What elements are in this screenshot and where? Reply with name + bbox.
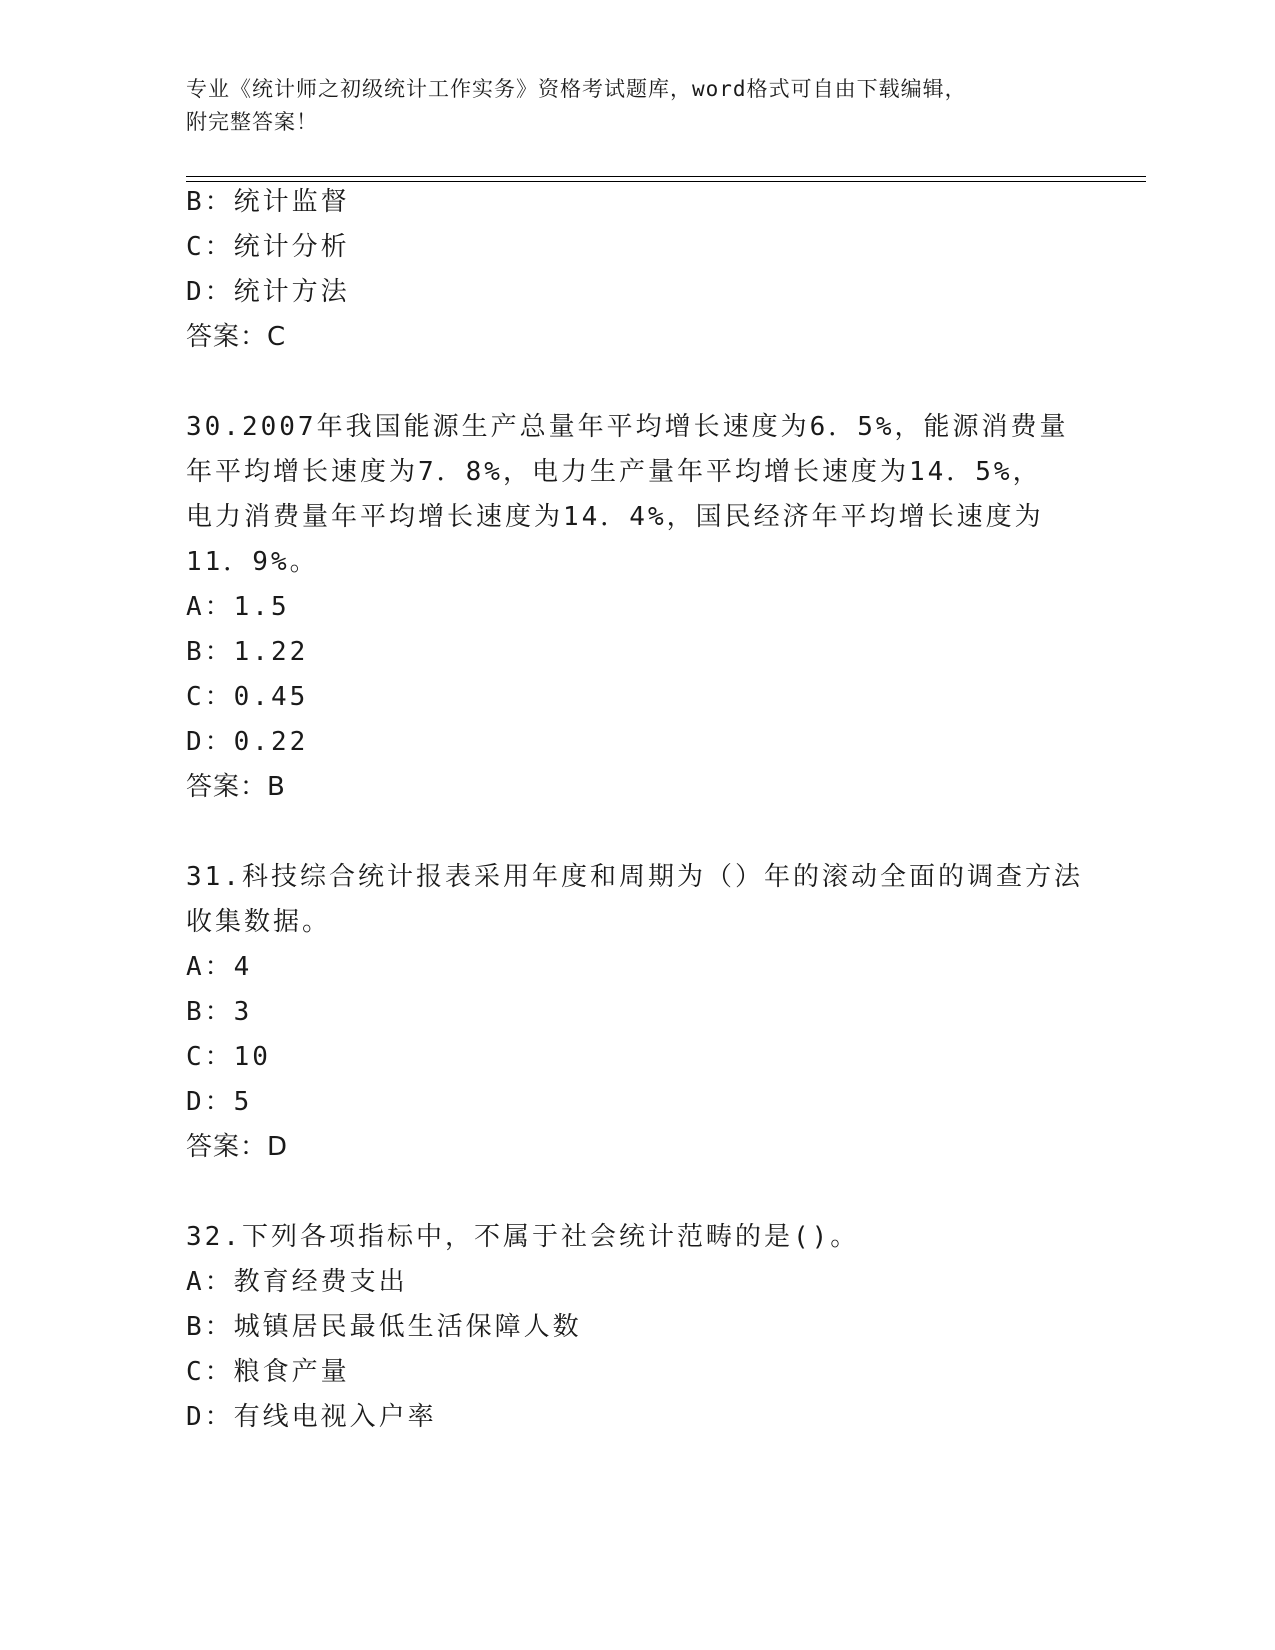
document-header (186, 73, 1066, 139)
spacer (186, 810, 1086, 855)
option-a: A：1.5 (186, 592, 290, 622)
answer-line: 答案：B (186, 772, 286, 802)
option-d: D：有线电视入户率 (186, 1402, 437, 1432)
option-b: B：1.22 (186, 637, 309, 667)
option-a: A：教育经费支出 (186, 1267, 408, 1297)
option-c: C：粮食产量 (186, 1357, 350, 1387)
header-line-2: 附完整答案！ (186, 110, 318, 134)
option-c: C：10 (186, 1042, 271, 1072)
question-list (186, 180, 1086, 1440)
question-text-line: 32.下列各项指标中，不属于社会统计范畴的是()。 (186, 1222, 860, 1252)
spacer (186, 360, 1086, 405)
option-b: B：3 (186, 997, 253, 1027)
option-b: B：统计监督 (186, 187, 350, 217)
question-text-line: 年平均增长速度为7．8%，电力生产量年平均增长速度为14．5%， (186, 457, 1042, 487)
option-d: D：5 (186, 1087, 253, 1117)
option-a: A：4 (186, 952, 253, 982)
spacer (186, 1170, 1086, 1215)
option-d: D：统计方法 (186, 277, 350, 307)
option-c: C：统计分析 (186, 232, 350, 262)
question-30 (186, 405, 1086, 810)
question-32 (186, 1215, 1086, 1440)
header-divider-top (186, 176, 1146, 177)
question-31 (186, 855, 1086, 1170)
question-text-line: 电力消费量年平均增长速度为14．4%，国民经济年平均增长速度为 (186, 502, 1044, 532)
question-29-tail (186, 180, 1086, 360)
question-text-line: 11．9%。 (186, 547, 319, 577)
answer-line: 答案：D (186, 1132, 289, 1162)
question-text-line: 收集数据。 (186, 907, 332, 937)
header-line-1: 专业《统计师之初级统计工作实务》资格考试题库，word格式可自由下载编辑， (186, 77, 967, 101)
option-d: D：0.22 (186, 727, 309, 757)
option-b: B：城镇居民最低生活保障人数 (186, 1312, 582, 1342)
option-c: C：0.45 (186, 682, 309, 712)
question-text-line: 30.2007年我国能源生产总量年平均增长速度为6．5%，能源消费量 (186, 412, 1069, 442)
question-text-line: 31.科技综合统计报表采用年度和周期为（）年的滚动全面的调查方法 (186, 862, 1083, 892)
answer-line: 答案：C (186, 322, 287, 352)
